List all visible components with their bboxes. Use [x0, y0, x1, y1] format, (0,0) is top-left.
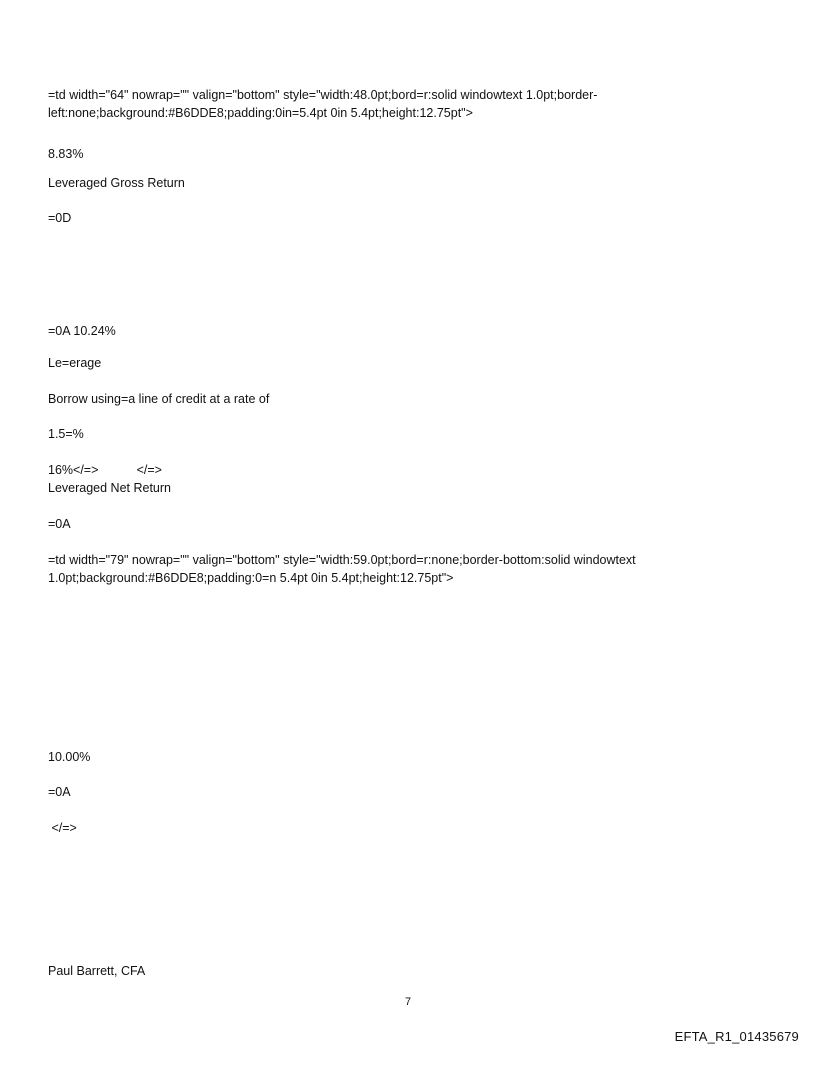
encoded-fragment-0d: =0D: [48, 211, 72, 225]
page-number: 7: [404, 996, 412, 1008]
raw-html-fragment-1: =td width="64" nowrap="" valign="bottom" style="width:48.0pt;bord=r:solid windowtext 1.0pt;border-left:none;background:#B6DDE8;padding:0in=5.4pt 0in 5.4pt;height:12.75pt">: [48, 88, 598, 120]
document-id: EFTA_R1_01435679: [674, 1029, 799, 1044]
author-signature: Paul Barrett, CFA: [48, 964, 146, 978]
encoded-fragment-0a-2: =0A: [48, 785, 71, 799]
value-gross-return: 8.83%: [48, 147, 84, 161]
value-credit-rate: 1.5=%: [48, 427, 84, 441]
value-net-return: 10.00%: [48, 750, 91, 764]
label-leverage: Le=erage: [48, 356, 102, 370]
raw-html-fragment-2: =td width="79" nowrap="" valign="bottom" style="width:59.0pt;bord=r:none;border-bottom:solid windowtext 1.0pt;background:#B6DDE8;padding:0=n 5.4pt 0in 5.4pt;height:12.75pt">: [48, 553, 640, 585]
label-leveraged-net-return: Leveraged Net Return: [48, 481, 171, 495]
encoded-fragment-16: 16%</=> </=>: [48, 463, 162, 477]
encoded-fragment-close: </=>: [48, 821, 77, 835]
text-borrow-line-of-credit: Borrow using=a line of credit at a rate of: [48, 392, 270, 406]
encoded-fragment-0a-1: =0A: [48, 517, 71, 531]
label-leveraged-gross-return: Leveraged Gross Return: [48, 176, 185, 190]
value-leveraged-return: =0A 10.24%: [48, 324, 116, 338]
